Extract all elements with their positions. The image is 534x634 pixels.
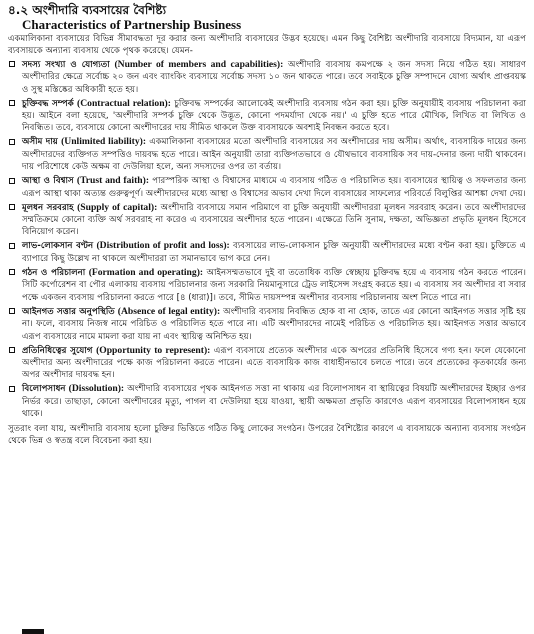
item-term-en: (Supply of capital): — [77, 201, 158, 213]
list-item — [8, 59, 526, 96]
page-marker — [22, 629, 44, 634]
item-term: প্রতিনিধিত্বের সুযোগ — [22, 345, 93, 356]
item-term-en: (Unlimited liability): — [61, 136, 147, 148]
item-term: আইনগত সত্তার অনুপস্থিতি — [22, 306, 115, 317]
list-item — [8, 306, 526, 343]
item-term-en: (Dissolution): — [68, 383, 125, 395]
section-subtitle: Characteristics of Partnership Business — [22, 17, 242, 32]
list-item — [8, 98, 526, 135]
item-term: লাভ-লোকসান বণ্টন — [22, 241, 94, 252]
item-text: পারস্পরিক আস্থা ও বিশ্বাসের মাধ্যমে এ ব্যবসায় গঠিত ও পরিচালিত হয়। ব্যবসায়ের স্থায়িত্ব ও সফলতার জন্য এরূপ আস্থা থাকা অত্যন্ত গুরুত্বপূর্ণ। অংশীদারদের মধ্যে আস্থা ও বিশ্বাসের অভাব দেখা দিলে ব্যবসায়ের সাফল্যের পরিবর্তে বিলুপ্তির আশঙ্কা দেখা দেয়। — [22, 176, 526, 199]
checkbox-bullet-icon — [9, 308, 15, 314]
checkbox-bullet-icon — [9, 139, 15, 145]
item-term-en: (Number of members and capabilities): — [114, 58, 284, 70]
item-text: আইনসম্মতভাবে দুই বা ততোধিক ব্যক্তি স্বেচ্ছায় চুক্তিবদ্ধ হয়ে এ ব্যবসায় গঠন করতে পারেন। সিটি কর্পোরেশন বা পৌর এলাকায় ব্যবসায় পরিচালনার জন্য সরকারি নিয়মানুসারে ট্রেড লাইসেন্স সংগ্রহ করতে হয়। এ ব্যবসায় সব অংশীদার বা সবার পক্ষে একজন ব্যবসায় পরিচালনা করতে পারে [৪ (ধারা)]। তবে, সীমিত দায়সম্পন্ন অংশীদার ব্যবসায় পরিচালনায় অংশ নিতে পারে না। — [22, 267, 526, 303]
item-term-en: (Contractual relation): — [77, 97, 171, 109]
checkbox-bullet-icon — [9, 178, 15, 184]
list-item — [8, 202, 526, 239]
characteristics-list — [8, 59, 526, 421]
checkbox-bullet-icon — [9, 269, 15, 275]
item-text: অংশীদারি ব্যবসায় কমপক্ষে ২ জন সদস্য নিয়ে গঠিত হয়। সাধারণ অংশীদারির ক্ষেত্রে সর্বোচ্চ ২০ জন এবং ব্যাংকিং ব্যবসায়ে সর্বোচ্চ সদস্য ১০ জন থাকতে পারে। তবে সবাইকে চুক্তি সম্পাদনে যোগ্য অর্থাৎ প্রাপ্তবয়স্ক ও সুস্থ মস্তিষ্কের অধিকারী হতে হয়। — [22, 59, 526, 95]
item-text: এরূপ ব্যবসায়ে প্রত্যেক অংশীদার একে অপরের প্রতিনিধি হিসেবে গণ্য হন। ফলে যেকোনো অংশীদার অন্য অংশীদারের পক্ষে কাজ পরিচালনা করতে পারেন। এতে ব্যবসায়িক কাজ বাধাহীনভাবে চলতে পারে। তবে প্রত্যেকের কৃতকার্যের জন্য অপর অংশীদার দায়বদ্ধ হন। — [22, 345, 526, 381]
checkbox-bullet-icon — [9, 61, 15, 67]
item-text: অংশীদারি ব্যবসায়ের পৃথক আইনগত সত্তা না থাকায় এর বিলোপসাধন বা স্থায়িত্বের বিষয়টি অংশীদারদের ইচ্ছার ওপর নির্ভর করে। তাছাড়া, কোনো অংশীদারের মৃত্যু, পাগল বা দেউলিয়া হয়ে যাওয়া, স্থায়ী অক্ষমতা প্রভৃতি কারণেও এরূপ ব্যবসায়ের বিলোপসাধন হয়ে থাকে। — [22, 384, 526, 420]
intro-paragraph: একমালিকানা ব্যবসায়ের বিভিন্ন সীমাবদ্ধতা দূর করার জন্য অংশীদারি ব্যবসায়ের উদ্ভব হয়েছে। এমন কিছু বৈশিষ্ট্য অংশীদারি ব্যবসায়ে বিদ্যমান, যা এরূপ ব্যবসায়কে অন্যান্য ব্যবসায় থেকে পৃথক করেছে। যেমন- — [8, 34, 526, 57]
item-term: চুক্তিবদ্ধ সম্পর্ক — [22, 98, 74, 109]
item-term: মূলধন সরবরাহ — [22, 202, 74, 213]
checkbox-bullet-icon — [9, 243, 15, 249]
checkbox-bullet-icon — [9, 386, 15, 392]
item-term: অসীম দায় — [22, 137, 58, 148]
checkbox-bullet-icon — [9, 204, 15, 210]
item-text: অংশীদারি ব্যবসায় নিবন্ধিত হোক বা না হোক, তাতে এর কোনো আইনগত সত্তার সৃষ্টি হয় না। ফলে, ব্যবসায় নিজস্ব নামে পরিচিত ও পরিচালিত হতে পারে না। এটি অংশীদারদের নামেই পরিচিত ও পরিচালিত হয়। আইনগত সত্তার অভাবে এরূপ ব্যবসায়ের নামে মামলা করা যায় না এবং স্থায়িত্ব অনিশ্চিত হয়। — [22, 306, 526, 342]
list-item — [8, 383, 526, 420]
item-term: আস্থা ও বিশ্বাস — [22, 176, 74, 187]
item-text: অংশীদারি ব্যবসায়ে সমান পরিমাণে বা চুক্তি অনুযায়ী অংশীদাররা মূলধন সরবরাহ করেন। তবে অংশীদারদের সম্মতিক্রমে কোনো ব্যক্তি অর্থ সরবরাহ না করেও এ ব্যবসায়ের অংশীদার হতে পারেন। এক্ষেত্রে তিনি সুনাম, দক্ষতা, অভিজ্ঞতা প্রভৃতি মূলধন হিসেবে বিনিয়োগ করেন। — [22, 202, 527, 238]
item-text: ব্যবসায়ের লাভ-লোকসান চুক্তি অনুযায়ী অংশীদারদের মধ্যে বণ্টন করা হয়। চুক্তিতে এ ব্যাপারে কিছু উল্লেখ না থাকলে অংশীদাররা তা সমানভাবে ভাগ করে নেন। — [22, 241, 527, 264]
list-item — [8, 136, 526, 173]
list-item — [8, 345, 526, 382]
item-text: একমালিকানা ব্যবসায়ের মতো অংশীদারি ব্যবসায়ের সব অংশীদারের দায় অসীম। অর্থাৎ, ব্যবসায়িক দায়ের জন্য অংশীদারদের ব্যক্তিগত সম্পত্তিও দায়বদ্ধ হতে পারে। আইন অনুযায়ী তারা ব্যক্তিগতভাবে ও যৌথভাবে ব্যবসায়িক সব দায়-দেনার জন্য দায়ী থাকবেন। দায় পরিশোধে কেউ অক্ষম বা দেউলিয়া হলে, অন্য সদস্যদের ওপর তা বর্তায়। — [22, 137, 526, 173]
section-title: ৪.২ অংশীদারি ব্যবসায়ের বৈশিষ্ট্য — [8, 3, 167, 17]
item-term: বিলোপসাধন — [22, 384, 66, 395]
checkbox-bullet-icon — [9, 100, 15, 106]
list-item — [8, 240, 526, 265]
item-term-en: (Trust and faith): — [76, 175, 150, 187]
list-item — [8, 267, 526, 304]
list-item — [8, 175, 526, 200]
item-term: গঠন ও পরিচালনা — [22, 267, 86, 278]
item-term-en: (Formation and operating): — [88, 266, 204, 278]
item-text: চুক্তিবদ্ধ সম্পর্কের আলোকেই অংশীদারি ব্যবসায় গঠন করা হয়। চুক্তি অনুযায়ীই ব্যবসায় পরিচালনা করা হয়। আইনে বলা হয়েছে, 'অংশীদারি সম্পর্ক চুক্তি থেকে উদ্ভূত, কোনো পদমর্যাদা থেকে নয়।' এ চুক্তি হতে পারে মৌখিক, লিখিত বা লিখিত ও নিবন্ধিত। তবে, ব্যবসায়ে কোনো অংশীদারের দায় সীমিত থাকলে উক্ত ব্যবসায়কে অবশ্যই নিবন্ধন করতে হবে। — [22, 98, 526, 134]
checkbox-bullet-icon — [9, 347, 15, 353]
item-term: সদস্য সংখ্যা ও যোগ্যতা — [22, 59, 110, 70]
item-term-en: (Distribution of profit and loss): — [96, 240, 230, 252]
item-term-en: (Absence of legal entity): — [117, 305, 221, 317]
conclusion-paragraph: সুতরাং বলা যায়, অংশীদারি ব্যবসায় হলো চুক্তির ভিত্তিতে গঠিত কিছু লোকের সংগঠন। উপরের বৈশিষ্ট্যের কারণে এ ব্যবসায়কে অন্যান্য ব্যবসায় সংগঠন থেকে ভিন্ন ও স্বতন্ত্র বলে বিবেচনা করা হয়। — [8, 423, 526, 446]
item-term-en: (Opportunity to represent): — [96, 344, 211, 356]
